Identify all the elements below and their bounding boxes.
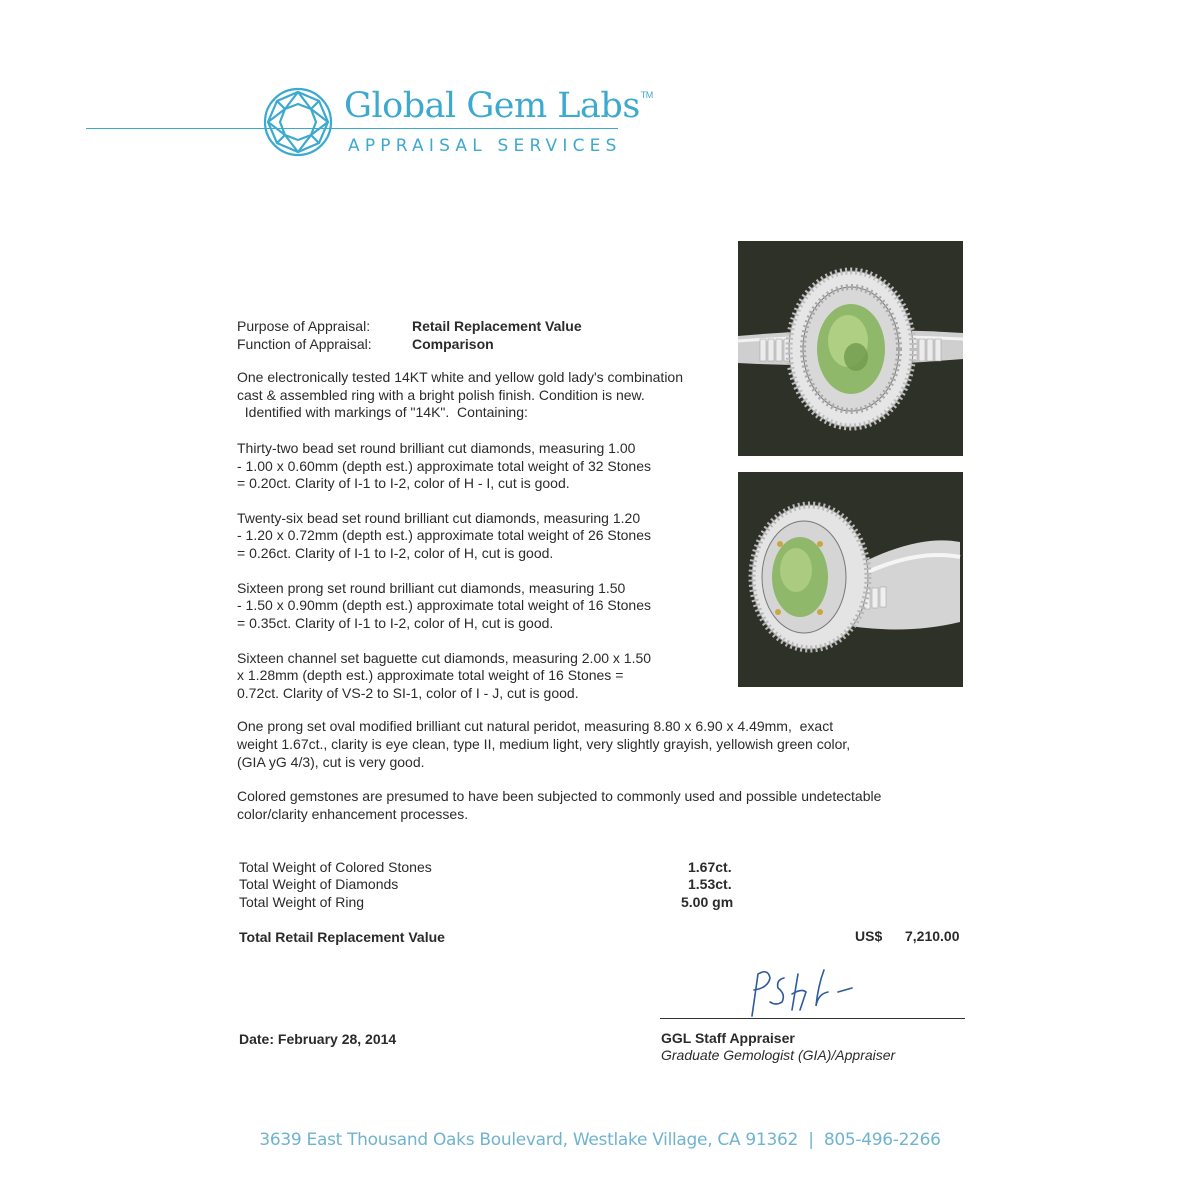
- appraiser-title: GGL Staff Appraiser: [661, 1030, 795, 1046]
- stone-paragraph-line: 0.72ct. Clarity of VS-2 to SI-1, color of I - J, cut is good.: [237, 685, 579, 701]
- company-name: Global Gem Labs™: [344, 86, 653, 126]
- disclaimer-line: color/clarity enhancement processes.: [237, 806, 469, 822]
- description-line: Identified with markings of "14K". Containing:: [237, 404, 528, 420]
- retail-amount: 7,210.00: [905, 928, 960, 944]
- total-colored-label: Total Weight of Colored Stones: [239, 859, 432, 875]
- purpose-label: Purpose of Appraisal:: [237, 318, 371, 334]
- ring-photo-side: [738, 472, 963, 687]
- peridot-line: One prong set oval modified brilliant cut natural peridot, measuring 8.80 x 6.90 x 4.49mm, exact: [237, 718, 834, 734]
- stone-paragraph-line: - 1.20 x 0.72mm (depth est.) approximate total weight of 26 Stones: [237, 527, 651, 543]
- total-ring-label: Total Weight of Ring: [239, 894, 365, 910]
- total-diamonds-label: Total Weight of Diamonds: [239, 876, 399, 892]
- peridot-line: weight 1.67ct., clarity is eye clean, type II, medium light, very slightly grayish, yellowish green color,: [237, 736, 851, 752]
- ring-side-view-image: [738, 472, 963, 687]
- purpose-value: Retail Replacement Value: [412, 318, 582, 334]
- diamond-logo-icon: [262, 86, 334, 158]
- company-subtitle: APPRAISAL SERVICES: [348, 136, 622, 156]
- disclaimer-line: Colored gemstones are presumed to have been subjected to commonly used and possible undetectable: [237, 788, 882, 804]
- total-diamonds-value: 1.53ct.: [688, 876, 732, 892]
- stone-paragraph-line: Sixteen prong set round brilliant cut diamonds, measuring 1.50: [237, 580, 626, 596]
- footer-address: 3639 East Thousand Oaks Boulevard, Westlake Village, CA 91362 | 805-496-2266: [259, 1130, 941, 1150]
- stone-paragraph-line: = 0.26ct. Clarity of I-1 to I-2, color of H, cut is good.: [237, 545, 554, 561]
- retail-value-label: Total Retail Replacement Value: [239, 929, 445, 945]
- appraiser-credential: Graduate Gemologist (GIA)/Appraiser: [661, 1047, 896, 1063]
- total-ring-value: 5.00 gm: [681, 894, 734, 910]
- retail-currency: US$: [855, 928, 883, 944]
- description-line: cast & assembled ring with a bright polish finish. Condition is new.: [237, 387, 645, 403]
- stone-paragraph-line: Sixteen channel set baguette cut diamonds, measuring 2.00 x 1.50: [237, 650, 652, 666]
- stone-paragraph-line: x 1.28mm (depth est.) approximate total weight of 16 Stones =: [237, 667, 624, 683]
- trademark-mark: TM: [640, 90, 653, 100]
- signature-line: [660, 1018, 965, 1019]
- stone-paragraph-line: - 1.00 x 0.60mm (depth est.) approximate total weight of 32 Stones: [237, 458, 651, 474]
- appraisal-date: Date: February 28, 2014: [239, 1031, 397, 1047]
- stone-paragraph-line: = 0.35ct. Clarity of I-1 to I-2, color of H, cut is good.: [237, 615, 554, 631]
- peridot-line: (GIA yG 4/3), cut is very good.: [237, 754, 425, 770]
- ring-photo-top: [738, 241, 963, 456]
- stone-paragraph-line: = 0.20ct. Clarity of I-1 to I-2, color of H - I, cut is good.: [237, 475, 570, 491]
- logo-divider: [86, 128, 618, 129]
- ring-top-view-image: [738, 241, 963, 456]
- stone-paragraph-line: Thirty-two bead set round brilliant cut diamonds, measuring 1.00: [237, 440, 636, 456]
- function-value: Comparison: [412, 336, 494, 352]
- total-colored-value: 1.67ct.: [688, 859, 732, 875]
- description-line: One electronically tested 14KT white and yellow gold lady's combination: [237, 369, 683, 385]
- appraiser-signature: [740, 966, 870, 1022]
- stone-paragraph-line: - 1.50 x 0.90mm (depth est.) approximate total weight of 16 Stones: [237, 597, 651, 613]
- stone-paragraph-line: Twenty-six bead set round brilliant cut diamonds, measuring 1.20: [237, 510, 641, 526]
- function-label: Function of Appraisal:: [237, 336, 372, 352]
